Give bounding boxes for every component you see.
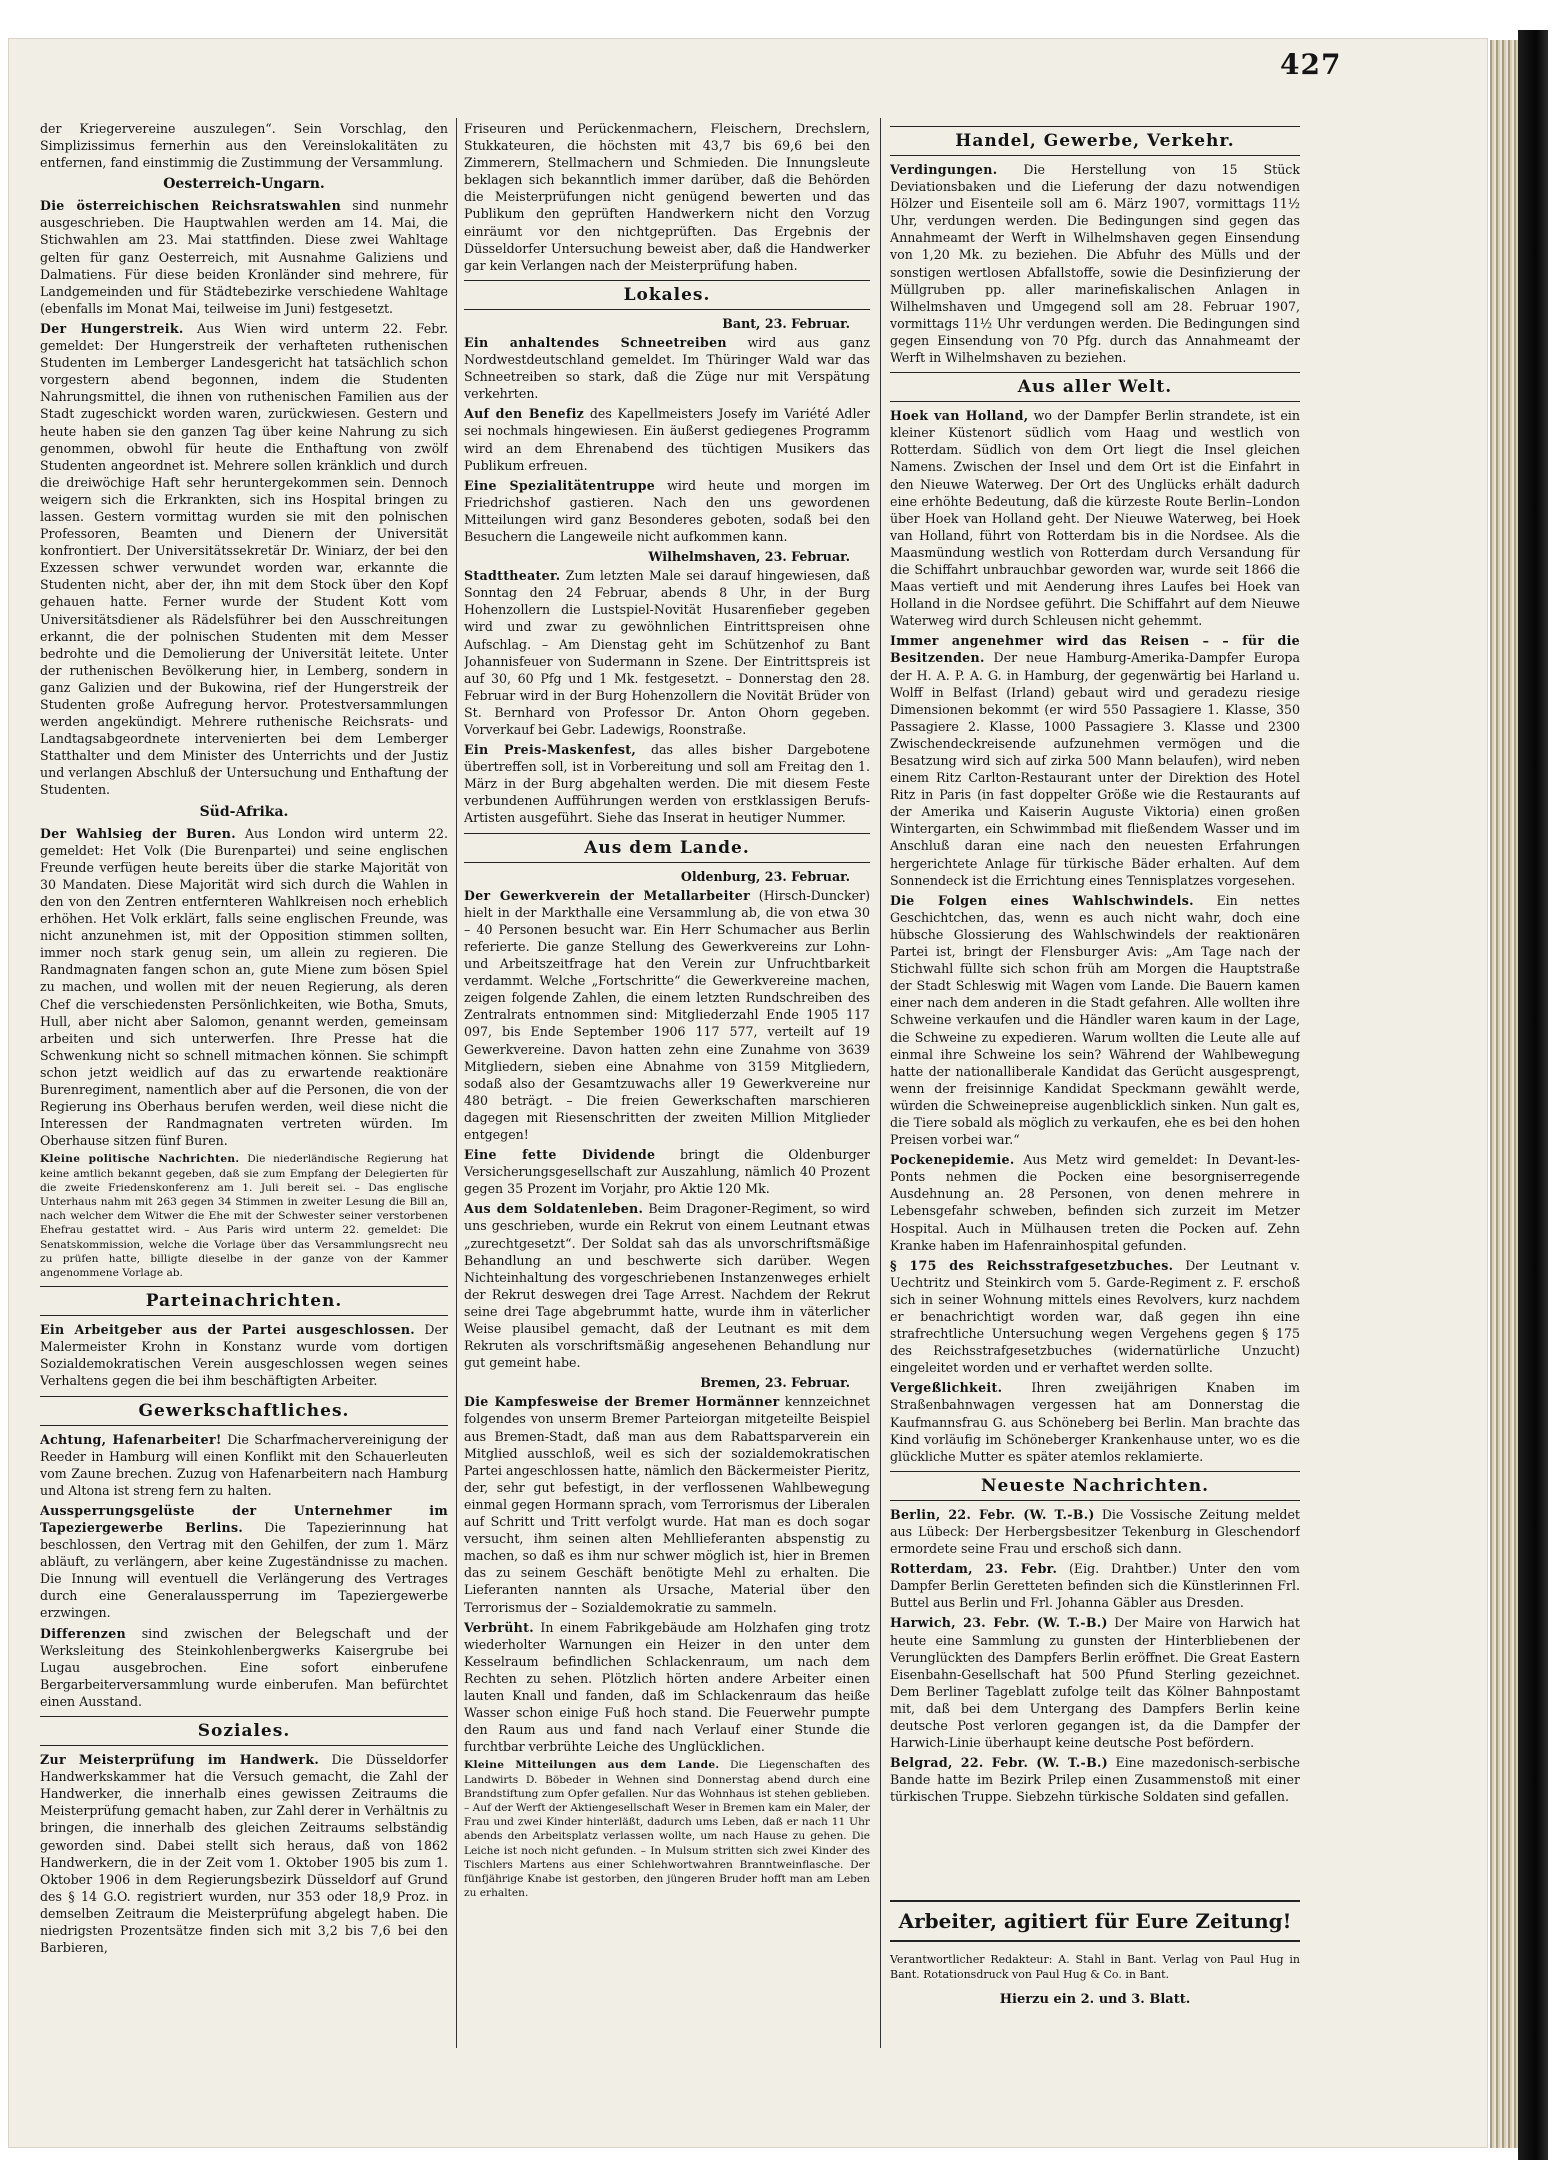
article-text: In einem Fabrikgebäude am Holzhafen ging trotz wiederholter Warnungen ein Heizer in den unter dem Kesselraum befindlichen Schlackenraum, um nach dem Rechten zu sehen. Plötzlich hörten andere Arbeiter einen lauten Knall und fanden, daß im Schlackenraum das heiße Wasser schon einige Fuß hoch stand. Die Feuerwehr pumpte den Raum aus und fand nach Verlauf einer Stunde die furchtbar verbrühte Leiche des Unglücklichen. <box>464 1619 870 1755</box>
article-lead: Der Gewerkverein der Metallarbeiter <box>464 887 751 903</box>
supplement-note: Hierzu ein 2. und 3. Blatt. <box>999 1992 1191 2007</box>
article-text: sind zwischen der Belegschaft und der Werksleitung des Steinkohlenbergwerks Kaisergrube bei Lugau ausgebrochen. Eine sofort einberufene Bergarbeiterversammlung wurde einberufen. Man befürchtet einen Ausstand. <box>40 1625 448 1709</box>
article-text: Die Scharfmachervereinigung der Reeder in Hamburg will einen Konflikt mit den Schauerleuten vom Zaune brechen. Zuzug von Hafenarbeitern nach Hamburg und Altona ist streng fern zu halten. <box>40 1431 448 1498</box>
article-paragraph <box>464 1619 870 1756</box>
article-paragraph <box>890 632 1300 888</box>
article-text: Der Leutnant v. Uechtritz und Steinkirch vom 5. Garde-Regiment z. F. erschoß sich in seiner Wohnung mittels eines Revolvers, kurz nachdem er benachrichtigt worden war, daß gegen ihn eine strafrechtliche Untersuchung wegen Vergehens gegen § 175 des Reichsstrafgesetzbuches (widernatürliche Unzucht) eingeleitet worden und er verhaftet werden sollte. <box>890 1257 1300 1376</box>
article-lead: Kleine politische Nachrichten. <box>40 1153 240 1166</box>
article-text: Ein nettes Geschichtchen, das, wenn es auch nicht wahr, doch eine hübsche Glossierung des Wahlschwindels der reaktionären Partei ist, bringt der Flensburger Avis: „Am Tage nach der Stichwahl füllte sich schon früh am Morgen die Hauptstraße der Stadt Schleswig mit Wagen vom Lande. Die Bauern kamen einer nach dem anderen in die Stadt gefahren. Alle wollten ihre Schweine verkaufen und die Händler waren kaum in der Lage, die Schweine zu expedieren. Warum wollten die Leute alle auf einmal ihre Schweine los sein? Während der Wahlbewegung hatte der nationalliberale Kandidat das Gerücht ausgesprengt, wenn der freisinnige Kandidat Speckmann gewählt werde, würden die Schweinepreise augenblicklich sinken. Nun galt es, die Tiere sobald als möglich zu verkaufen, ehe es bei den hohen Preisen vorbei war.“ <box>890 892 1300 1148</box>
article-lead: Auf den Benefiz <box>464 406 585 422</box>
dateline: Bremen, 23. Februar. <box>700 1375 850 1391</box>
imprint: Verantwortlicher Redakteur: A. Stahl in Bant. Verlag von Paul Hug in Bant. Rotationsdruck von Paul Hug & Co. in Bant. <box>890 1953 1300 1981</box>
column-2 <box>464 120 870 2040</box>
article-lead: § 175 des Reichsstrafgesetzbuches. <box>890 1257 1174 1273</box>
article-lead: Die österreichischen Reichsratswahlen <box>40 198 342 214</box>
article-lead: Aus dem Soldatenleben. <box>464 1201 644 1217</box>
article-paragraph <box>464 567 870 738</box>
book-cover-edge <box>1518 30 1548 2160</box>
article-text: Eine mazedonisch-serbische Bande hatte im Bezirk Prilep einen Zusammenstoß mit einer türkischen Truppe. Siebzehn türkische Soldaten sind gefallen. <box>890 1755 1300 1805</box>
article-text: das alles bisher Dargebotene übertreffen soll, ist in Vorbereitung und soll am Freitag den 1. März in der Burg abgehalten werden. Die mit diesem Feste verbundenen Aufführungen werden von erstklassigen Berufs-Artisten ausgeführt. Siehe das Inserat in heutiger Nummer. <box>464 742 870 826</box>
article-text: Der Malermeister Krohn in Konstanz wurde vom dortigen Sozialdemokratischen Verein ausgeschlossen wegen seines Verhaltens gegen die bei ihm beschäftigten Arbeiter. <box>40 1322 448 1389</box>
article-paragraph <box>890 161 1300 366</box>
section-heading: Parteinachrichten. <box>40 1286 448 1316</box>
article-text: des Kapellmeisters Josefy im Variété Adler sei nochmals hingewiesen. Ein äußerst gediegenes Programm wird an dem Ehrenabend des tüchtigen Musikers das Publikum erfreuen. <box>464 406 870 473</box>
article-lead: Eine fette Dividende <box>464 1147 656 1163</box>
article-lead: Zur Meisterprüfung im Handwerk. <box>40 1752 320 1768</box>
article-text: Aus Wien wird unterm 22. Febr. gemeldet: Der Hungerstreik der verhafteten ruthenischen Studenten im Lemberger Landesgericht hat tatsächlich schon vorgestern abend begonnen, indem die Studenten Nahrungsmittel, die ihnen von ruthenischen Familien aus der Stadt zugeschickt worden waren, zurückwiesen. Gestern und heute haben sie den ganzen Tag über keine Nahrung zu sich genommen, obwohl für heute die Enthaftung von zwölf Studenten angeordnet ist. Mehrere sollen kränklich und durch die dreiwöchige Haft sehr heruntergekommen sein. Dennoch weigern sich die Erkrankten, sich ins Hospital bringen zu lassen. Gestern vormittag wurden sie mit den polnischen Professoren, Beamten und Dienern der Universität konfrontiert. Der Universitätssekretär Dr. Winiarz, der bei den Exzessen schwer verwundet worden war, erkannte die Studenten nicht, aber der, ihn mit dem Stock über den Kopf gehauen hatte. Ferner wurde der Student Kott vom Universitätsdiener als Rädelsführer bei den Ausschreitungen erkannt, die der polnischen Studenten mit dem Messer bedrohte und die Demolierung der Universität leitete. Unter der ruthenischen Bevölkerung hier, in Lemberg, sondern in ganz Galizien und der Bukowina, rief der Hungerstreik der Studenten große Aufregung hervor. Protestversammlungen werden angekündigt. Mehrere ruthenische Reichsrats- und Landtagsabgeordnete intervenierten bei dem Lemberger Statthalter und dem Minister des Unterrichts und der Justiz und verlangen Abschluß der Untersuchung und Enthaftung der Studenten. <box>40 320 448 798</box>
section-heading: Lokales. <box>464 280 870 310</box>
article-text: der Kriegervereine auszulegen“. Sein Vorschlag, den Simplizissimus fernerhin aus den Vereinslokalitäten zu entfernen, fand einstimmig die Zustimmung der Versammlung. <box>40 121 448 171</box>
article-lead: Immer angenehmer wird das Reisen – – für die Besitzenden. <box>890 633 1300 666</box>
article-lead: Verdingungen. <box>890 162 998 177</box>
article-text: Der neue Hamburg-Amerika-Dampfer Europa der H. A. P. A. G. in Hamburg, der gegenwärtig bei Harland u. Wolff in Belfast (Irland) gebaut wird und geradezu riesige Dimensionen bekommt (er wird 550 Passagiere 1. Klasse, 350 Passagiere 2. Klasse, 1000 Passagiere 3. Klasse und 2300 Zwischendeckreisende aufzunehmen vermögen und die Besatzung wird sich auf zirka 500 Mann belaufen), wird neben einem Ritz Carlton-Restaurant unter der Direktion des Hotel Ritz in Paris (in fast doppelter Größe wie die Restaurants auf der Amerika und Kaiserin Auguste Viktoria) einen großen Wintergarten, ein Schwimmbad mit fließendem Wasser und im Anschluß daran eine nach den neuesten Erfahrungen hergerichtete Anlage für türkische Bäder erhalten. Auf dem Sonnendeck ist die Errichtung eines Tennisplatzes vorgesehen. <box>890 650 1300 888</box>
article-lead: Die Kampfesweise der Bremer Hormänner <box>464 1394 780 1410</box>
slogan-banner: Arbeiter, agitiert für Eure Zeitung! <box>890 1900 1300 1942</box>
article-lead: Belgrad, 22. Febr. (W. T.-B.) <box>890 1755 1108 1771</box>
article-paragraph <box>890 1379 1300 1464</box>
article-lead: Differenzen <box>40 1625 126 1641</box>
article-text: Aus London wird unterm 22. gemeldet: Het Volk (Die Burenpartei) und seine englischen Freunde verfügen heute bereits über die starke Majorität von 30 Mandaten. Diese Majorität wird sich durch die Wahlen in den von den Zentren entfernteren Wahlkreisen noch erheblich erhöhen. Het Volk erklärt, falls seine englischen Freunde, was nicht anzunehmen ist, mit der Opposition stimmen sollten, immer noch stark genug sein, um allein zu regieren. Die Randmagnaten fangen schon an, gute Miene zum bösen Spiel zu machen, und wollen mit der neuen Regierung, als deren Chef die verschiedensten Persönlichkeiten, wie Botha, Smuts, Hull, aber nicht aber Salomon, genannt werden, gemeinsam arbeiten und sich unterwerfen. Ihre Presse hat die Schwenkung nicht so schnell mitmachen können. Sie schimpft schon jetzt weidlich auf das zu erwartende reaktionäre Burenregiment, namentlich aber auf die Personen, die von der Regierung ins Oberhaus berufen werden, weil diese nicht die Interessen der Randmagnaten vertreten würden. Im Oberhause sitzen fünf Buren. <box>40 825 448 1149</box>
news-brief <box>40 1152 448 1280</box>
article-lead: Kleine Mitteilungen aus dem Lande. <box>464 1759 720 1772</box>
article-paragraph <box>40 1502 448 1622</box>
article-text: Zum letzten Male sei darauf hingewiesen, daß Sonntag den 24 Februar, abends 8 Uhr, in der Burg Hohenzollern die Lustspiel-Novität Husarenfieber gegeben wird und zwar zu gewöhnlichen Eintrittspreisen ohne Aufschlag. – Am Dienstag geht im Schützenhof zu Bant Johannisfeuer von Sudermann in Szene. Der Eintrittspreis ist auf 30, 60 Pfg und 1 Mk. festgesetzt. – Donnerstag den 28. Februar wird in der Burg Hohenzollern die Novität Brüder von St. Bernhard von Professor Dr. Anton Ohorn gegeben. Vorverkauf bei Gebr. Ladewigs, Roonstraße. <box>464 568 870 737</box>
article-lead: Eine Spezialitätentruppe <box>464 477 656 493</box>
article-paragraph <box>464 334 870 402</box>
column-3 <box>890 120 1300 2040</box>
article-text: Die Vossische Zeitung meldet aus Lübeck: Der Herbergsbesitzer Tekenburg in Gleschendorf ermordete seine Frau und erschoß sich dann. <box>890 1506 1300 1557</box>
column-rule <box>880 118 881 2048</box>
article-paragraph <box>890 1506 1300 1557</box>
article-lead: Der Hungerstreik. <box>40 320 184 336</box>
article-paragraph <box>890 892 1300 1148</box>
news-brief <box>464 1758 870 1900</box>
article-lead: Der Wahlsieg der Buren. <box>40 825 236 841</box>
article-lead: Ein Arbeitgeber aus der Partei ausgeschlossen. <box>40 1322 415 1338</box>
page-number: 427 <box>1280 48 1342 81</box>
article-paragraph <box>40 1321 448 1389</box>
article-paragraph <box>40 1751 448 1956</box>
article-text: wo der Dampfer Berlin strandete, ist ein kleiner Küstenort südlich vom Haag und westlich von Rotterdam. Südlich von dem Ort liegt die Insel gleichen Namens. Zwischen der Insel und dem Ort ist die Einfahrt in den Nieuwe Waterweg. Der Ort des Unglücks erhält dadurch eine erhöhte Bedeutung, daß die kürzeste Route Berlin–London über Hoek van Holland geht. Der Nieuwe Waterweg, bei Hoek van Holland, führt von Rotterdam bis in die Nordsee. Als die Maasmündung westlich von Rotterdam durch Versandung für die Schiffahrt unbrauchbar geworden war, wurde seit 1866 die Maas vertieft und mit Aenderung ihres Laufes bei Hoek van Holland in die Nordsee geführt. Die Schiffahrt auf dem Nieuwe Waterweg wird durch Schleusen nicht gehemmt. <box>890 408 1300 629</box>
section-heading: Neueste Nachrichten. <box>890 1471 1300 1501</box>
article-paragraph <box>890 407 1300 629</box>
article-text: Der Maire von Harwich hat heute eine Sammlung zu gunsten der Hinterbliebenen der Verunglückten des Dampfers Berlin eröffnet. Die Great Eastern Eisenbahn-Gesellschaft hat 500 Pfund Sterling gezeichnet. Dem Berliner Tageblatt zufolge teilt das Kölner Bahnpostamt mit, daß bei dem Untergang des Dampfers Berlin keine deutsche Post verloren gegangen ist, da die Dampfer der Harwich-Linie überhaupt keine deutsche Post befördern. <box>890 1615 1300 1751</box>
article-paragraph <box>464 1393 870 1615</box>
article-paragraph <box>464 741 870 826</box>
section-heading: Aus aller Welt. <box>890 372 1300 402</box>
article-text: wird heute und morgen im Friedrichshof gastieren. Nach den uns gewordenen Mitteilungen wird ganz Besonderes geboten, sodaß bei den Besuchern die Langeweile nicht aufkommen kann. <box>464 477 870 544</box>
article-text: bringt die Oldenburger Versicherungsgesellschaft zur Auszahlung, nämlich 40 Prozent gegen 35 Prozent im Vorjahr, pro Aktie 120 Mk. <box>464 1147 870 1197</box>
article-text: Die niederländische Regierung hat keine amtlich bekannt gegeben, daß sie zum Empfang der Delegierten für die zweite Friedenskonferenz am 1. Juli bereit sei. – Das englische Unterhaus nahm mit 263 gegen 34 Stimmen in zweiter Lesung die Bill an, nach welcher dem Witwer die Ehe mit der Schwester seiner verstorbenen Ehefrau gestattet wird. – Aus Paris wird unterm 22. gemeldet: Die Senatskommission, welche die Vorlage über das Versammlungsrecht neu zu prüfen hatte, billigte dieselbe in der ganze von der Kammer angenommene Vorlage ab. <box>40 1153 448 1279</box>
dateline: Bant, 23. Februar. <box>722 315 850 331</box>
article-text: Friseuren und Perückenmachern, Fleischern, Drechslern, Stukkateuren, die höchsten mit 43,7 bis 69,6 bei den Zimmerern, Stellmachern und Schmieden. Die Innungsleute beklagen sich bekanntlich immer darüber, daß die Behörden die Meisterprüfungen nicht genügend bewerten und das Publikum den geprüften Handwerkern nicht den Vorzug einräumt vor den nichtgeprüften. Das Ergebnis der Düsseldorfer Untersuchung beweist aber, daß die Handwerker gar kein Verlangen nach der Meisterprüfung haben. <box>464 121 870 273</box>
article-paragraph <box>40 197 448 317</box>
column-rule <box>456 118 457 2048</box>
article-text: Die Herstellung von 15 Stück Deviationsbaken und die Lieferung der dazu notwendigen Hölzer und Eisenteile soll am 6. März 1907, vormittags 11½ Uhr, verdungen werden. Die Bedingungen sind gegen das Annahmeamt der Werft in Wilhelmshaven gegen Einsendung von 1,20 Mk. zu beziehen. Die Abfuhr des Mülls und der sonstigen wertlosen Abfallstoffe, sowie die Desinfizierung der Müllgruben pp. aller marinefiskalischen Anlagen in Wilhelmshaven und Umgegend soll am 28. Februar 1907, vormittags 11½ Uhr verdungen werden. Die Bedingungen sind gegen Einsendung von 70 Pfg. durch das Annahmeamt der Werft in Wilhelmshaven zu beziehen. <box>890 162 1300 366</box>
article-text: Ihren zweijährigen Knaben im Straßenbahnwagen vergessen hat am Donnerstag die Kaufmannsfrau G. aus Schöneberg bei Berlin. Man brachte das Kind vorläufig im Schöneberger Krankenhause unter, wo es die glückliche Mutter es später atemlos reklamierte. <box>890 1380 1300 1464</box>
article-paragraph <box>890 1257 1300 1377</box>
column-1 <box>40 120 448 2040</box>
article-paragraph <box>464 887 870 1143</box>
article-lead: Ein anhaltendes Schneetreiben <box>464 334 727 350</box>
article-lead: Pockenepidemie. <box>890 1152 1015 1168</box>
article-paragraph <box>464 1200 870 1371</box>
article-lead: Aussperrungsgelüste der Unternehmer im Tapeziergewerbe Berlins. <box>40 1502 448 1536</box>
article-paragraph <box>40 120 448 171</box>
article-lead: Rotterdam, 23. Febr. <box>890 1561 1058 1577</box>
section-heading: Aus dem Lande. <box>464 833 870 863</box>
article-paragraph <box>890 1614 1300 1751</box>
dateline: Oldenburg, 23. Februar. <box>680 868 850 884</box>
article-text: Beim Dragoner-Regiment, so wird uns geschrieben, wurde ein Rekrut von einem Leutnant etwas „zurechtgesetzt“. Der Soldat sah das als unvorschriftsmäßige Behandlung an und beschwerte sich darüber. Wegen Nichteinhaltung des vorgeschriebenen Instanzenweges erhielt der Rekrut deswegen drei Tage Arrest. Nachdem der Rekrut seine drei Tage abgebrummt hatte, wurde ihm in väterlicher Weise plausibel gemacht, daß der Leutnant es mit dem Rekruten als vorschriftsmäßig angesehenen Behandlung nur gut gemeint habe. <box>464 1201 870 1371</box>
section-heading: Soziales. <box>40 1716 448 1746</box>
article-lead: Stadttheater. <box>464 568 561 584</box>
article-lead: Berlin, 22. Febr. (W. T.-B.) <box>890 1506 1095 1522</box>
article-text: Die Tapezierinnung hat beschlossen, den Vertrag mit den Gehilfen, der zum 1. März abläuft, zu verlängern, aber keine Zugeständnisse zu machen. Die Innung will eventuell die Verlängerung des Vertrages durch eine Generalaussperrung im Tapeziergewerbe erzwingen. <box>40 1520 448 1621</box>
article-text: kennzeichnet folgendes von unserm Bremer Parteiorgan mitgeteilte Beispiel aus Bremen-Stadt, daß man aus dem Rabattsparverein ein Mitglied ausschloß, weil es sich der sozialdemokratischen Partei angeschlossen hatte, nämlich den Bäckermeister Pieritz, der, sehr gut befestigt, in der verflossenen Wahlbewegung einmal gegen Hormann sprach, vom Terrorismus der Liberalen auf Schritt und Tritt verfolgt wurde. Hat man es doch sogar versucht, ihm seinen alten Mehllieferanten abspenstig zu machen, so daß es ihm nur schwer möglich ist, hier in Bremen das zu seinem Geschäft benötigte Mehl zu erhalten. Die Lieferanten nannten als Ursache, Material über den Terrorismus der – Sozialdemokratie zu sammeln. <box>464 1394 870 1615</box>
article-text: (Hirsch-Duncker) hielt in der Markthalle eine Versammlung ab, die von etwa 30 – 40 Personen besucht war. Ein Herr Schumacher aus Berlin referierte. Die ganze Stellung des Gewerkvereins zur Lohn- und Arbeitszeitfrage hat den Verein zur Unfruchtbarkeit verdammt. Welche „Fortschritte“ die Gewerkvereine machen, zeigen folgende Zahlen, die einem letzten Rundschreiben des Zentralrats entnommen sind: Mitgliederzahl Ende 1905 117 097, bis Ende September 1906 117 577, verteilt auf 19 Gewerkvereine. Davon hatten zehn eine Zunahme von 3639 Mitgliedern, sieben eine Abnahme von 3159 Mitgliedern, sodaß also der Gesamtzuwachs aller 19 Gewerkvereine nur 480 beträgt. – Die freien Gewerkschaften marschieren dagegen mit Riesenschritten der zweiten Million Mitglieder entgegen! <box>464 887 870 1142</box>
article-paragraph <box>40 825 448 1150</box>
country-heading: Süd-Afrika. <box>199 803 289 820</box>
country-heading: Oesterreich-Ungarn. <box>163 176 325 193</box>
article-lead: Ein Preis-Maskenfest, <box>464 742 637 758</box>
article-text: wird aus ganz Nordwestdeutschland gemeldet. Im Thüringer Wald war das Schneetreiben so stark, daß die Züge nur mit Verspätung verkehrten. <box>464 334 870 402</box>
article-paragraph <box>40 320 448 799</box>
article-lead: Vergeßlichkeit. <box>890 1380 1003 1396</box>
article-lead: Hoek van Holland, <box>890 408 1029 424</box>
article-paragraph <box>890 1151 1300 1254</box>
article-lead: Verbrüht. <box>464 1619 534 1635</box>
page-edges-binding <box>1490 40 1518 2148</box>
article-paragraph <box>464 120 870 274</box>
article-lead: Die Folgen eines Wahlschwindels. <box>890 892 1194 908</box>
section-heading: Handel, Gewerbe, Verkehr. <box>890 126 1300 156</box>
article-paragraph <box>890 1560 1300 1611</box>
article-paragraph <box>464 477 870 545</box>
article-text: Aus Metz wird gemeldet: In Devant-les-Ponts nehmen die Pocken eine besorgniserregende Ausdehnung an. 28 Personen, von denen mehrere in Lebensgefahr schweben, befinden sich zurzeit im Metzer Hospital. Auch in Mülhausen treten die Pocken auf. Zehn Kranke haben im Hafenrainhospital gefunden. <box>890 1152 1300 1253</box>
article-text: (Eig. Drahtber.) Unter den vom Dampfer Berlin Geretteten befinden sich die Künstlerinnen Frl. Buttel aus Berlin und Frl. Johanna Gäbler aus Dresden. <box>890 1561 1300 1611</box>
article-paragraph <box>40 1625 448 1710</box>
article-text: Die Düsseldorfer Handwerkskammer hat die Versuch gemacht, die Zahl der Handwerker, die innerhalb eines gewissen Zeitraums die Meisterprüfung gemacht haben, zur Zahl derer in Verhältnis zu bringen, die innerhalb des gleichen Zeitraums selbständig geworden sind. Dabei stellt sich heraus, daß von 1862 Handwerkern, die in der Zeit vom 1. Oktober 1905 bis zum 1. Oktober 1906 in dem Regierungsbezirk Düsseldorf auf Grund des § 14 G.O. registriert wurden, nur 353 oder 18,9 Proz. in demselben Zeitraum die Meisterprüfung abgelegt haben. Die niedrigsten Prozentsätze finden sich mit 3,2 bis 7,6 bei den Barbieren, <box>40 1752 448 1956</box>
article-paragraph <box>464 1146 870 1197</box>
dateline: Wilhelmshaven, 23. Februar. <box>648 549 850 565</box>
article-lead: Achtung, Hafenarbeiter! <box>40 1431 222 1447</box>
article-text: sind nunmehr ausgeschrieben. Die Hauptwahlen werden am 14. Mai, die Stichwahlen am 23. Mai stattfinden. Diese zwei Wahltage gelten für ganz Oesterreich, mit Ausnahme Galiziens und Dalmatiens. Für diese beiden Kronländer sind mehrere, für Landgemeinden und für Städtebezirke verschiedene Wahltage (ebenfalls im Monat Mai, teilweise im Juni) festgesetzt. <box>40 198 448 316</box>
article-lead: Harwich, 23. Febr. (W. T.-B.) <box>890 1615 1108 1631</box>
section-heading: Gewerkschaftliches. <box>40 1396 448 1426</box>
article-paragraph <box>890 1754 1300 1805</box>
article-paragraph <box>464 405 870 473</box>
article-text: Die Liegenschaften des Landwirts D. Böbeder in Wehnen sind Donnerstag abend durch eine Brandstiftung zum Opfer gefallen. Nur das Wohnhaus ist stehen geblieben. – Auf der Werft der Aktiengesellschaft Weser in Bremen kam ein Maler, der Frau und zwei Kinder hinterläßt, dadurch ums Leben, daß er nach 11 Uhr abends den Arbeitsplatz verlassen wollte, um nach Hause zu gehen. Die Leiche ist noch nicht gefunden. – In Mulsum stritten sich zwei Kinder des Tischlers Martens aus einer Schlehwortwahren Branntweinflasche. Der fünfjährige Knabe ist gestorben, den jüngeren Bruder hofft man am Leben zu erhalten. <box>464 1759 870 1900</box>
article-paragraph <box>40 1431 448 1499</box>
